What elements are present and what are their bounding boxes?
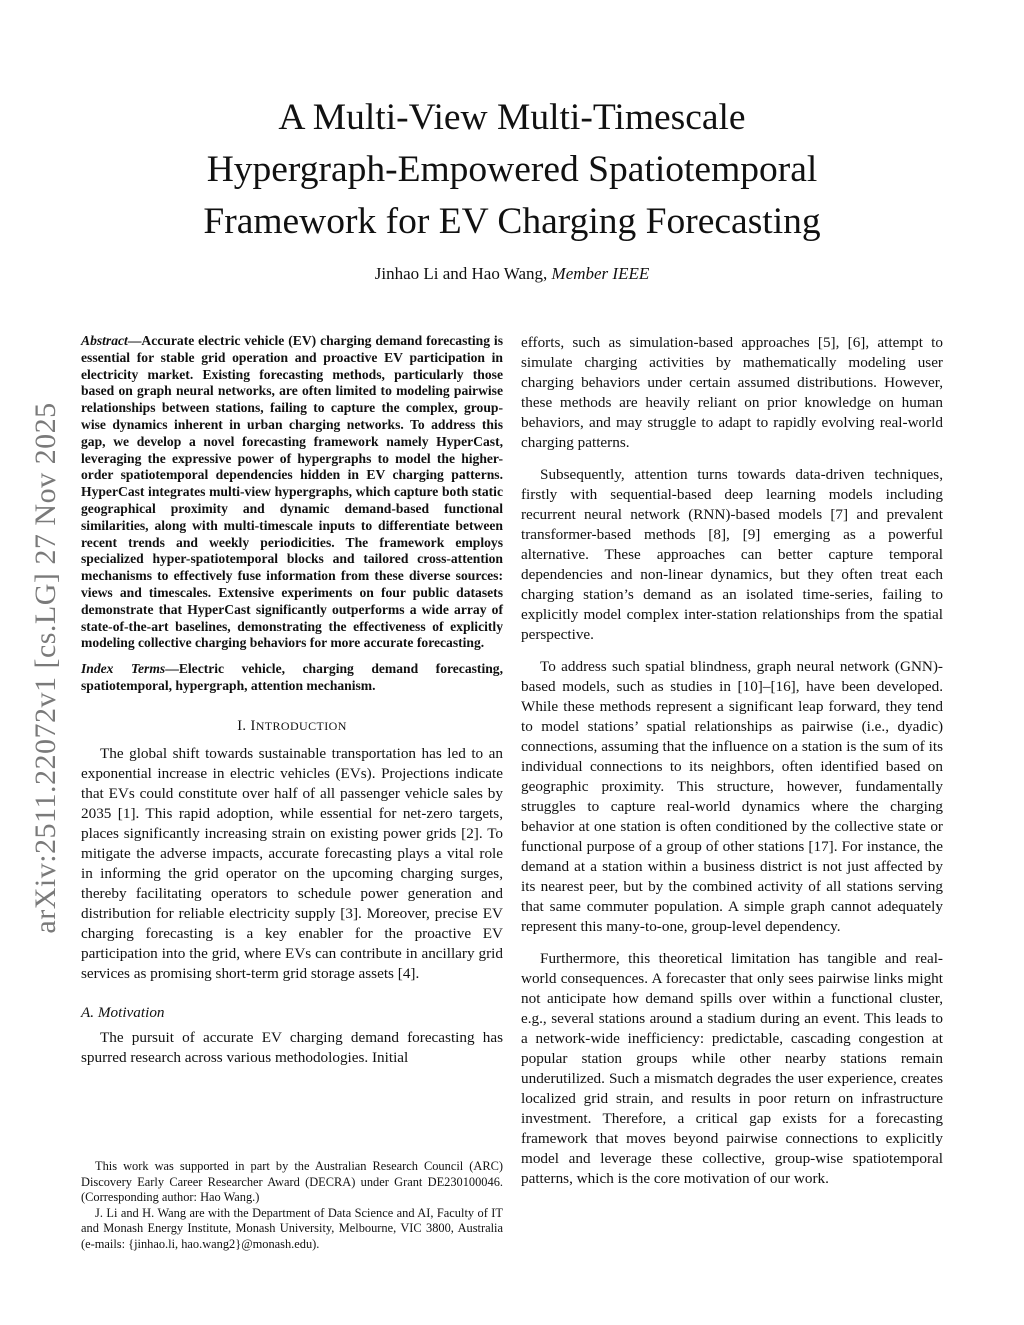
right-column: [521, 333, 943, 1189]
title-block: [110, 92, 914, 284]
title-line: Framework for EV Charging Forecasting: [203, 201, 821, 242]
subsection-heading-motivation: A. Motivation: [81, 1003, 165, 1021]
footnote-funding: This work was supported in part by the Australian Research Council (ARC) Discovery Early Career Researcher Award (DECRA) under Grant DE230100046. (Corresponding author: Hao Wang.): [81, 1159, 503, 1205]
author-names: Jinhao Li and Hao Wang,: [374, 264, 548, 283]
author-membership: Member IEEE: [551, 264, 650, 283]
intro-paragraph: The global shift towards sustainable transportation has led to an exponential increase in electric vehicles (EVs). Projections indicate that EVs could constitute over half of all passenger vehicle sales by 2035 [1]. This rapid adoption, while essential for net-zero targets, places significantly increasing strain on existing power grids [2]. To mitigate the adverse impacts, accurate forecasting plays a vital role in informing the grid operator on the upcoming charging surges, thereby facilitating operators to schedule power generation and distribution for reliable electricity supply [3]. Moreover, precise EV charging forecasting is a key enabler for the proactive EV participation into the grid, where EVs can contribute in ancillary grid services as promising short-term grid storage assets [4].: [81, 744, 503, 982]
left-column: [81, 333, 503, 1068]
index-terms: [81, 661, 503, 695]
abstract-label: Abstract: [81, 333, 128, 348]
paragraph-gnn: To address such spatial blindness, graph neural network (GNN)-based models, such as studies in [10]–[16], have been developed. While these methods represent a significant leap forward, they tend to model stations’ spatial relationships as pairwise (i.e., dyadic) connections, assuming that the influence on a station is the sum of its individual connections to its neighbors, often identified based on geographic proximity. This structure, however, fundamentally struggles to capture real-world dynamics where the charging behavior at one station is often conditioned by the collective state or functional purpose of a group of other stations [17]. For instance, the demand at a station within a business district is not just affected by its nearest peer, but by the combined activity of all stations serving that same commuter population. A simple graph cannot adequately represent this many-to-one, group-level dependency.: [521, 658, 943, 935]
author-line: [110, 264, 914, 284]
title-line: Hypergraph-Empowered Spatiotemporal: [206, 149, 818, 190]
paragraph-consequences: Furthermore, this theoretical limitation has tangible and real-world consequences. A forecaster that only sees pairwise links might not anticipate how demand spills over within a functional cluster, e.g., several stations around a stadium during an event. This leads to a network-wide inefficiency: predictable, cascading congestion at popular station groups while other nearby stations remain underutilized. Such a mismatch degrades the user experience, creates localized grid strain, and results in poor return on infrastructure investment. Therefore, a critical gap exists for a forecasting framework that moves beyond pairwise connections to explicitly model and leverage these collective, group-wise spatiotemporal patterns, which is the core motivation of our work.: [521, 950, 943, 1187]
footnotes: [81, 1159, 503, 1253]
abstract-text: —Accurate electric vehicle (EV) charging demand forecasting is essential for stable grid operation and proactive EV participation in electricity market. Existing forecasting methods, particularly those based on graph neural networks, are often limited to modeling pairwise relationships between stations, failing to capture the complex, group-wise dynamics inherent in urban charging networks. To address this gap, we develop a novel forecasting framework namely HyperCast, leveraging the expressive power of hypergraphs to model the higher-order spatiotemporal dependencies hidden in EV charging patterns. HyperCast integrates multi-view hypergraphs, which capture both static geographical proximity and dynamic demand-based functional similarities, along with multi-timescale inputs to differentiate between recent trends and weekly periodicities. The framework employs specialized hyper-spatiotemporal blocks and tailored cross-attention mechanisms to effectively fuse information from these diverse sources: views and timescales. Extensive experiments on four public datasets demonstrate that HyperCast significantly outperforms a wide array of state-of-the-art baselines, demonstrating the effectiveness of explicitly modeling collective charging behaviors for more accurate forecasting.: [81, 333, 503, 651]
motivation-paragraph: The pursuit of accurate EV charging demand forecasting has spurred research across various methodologies. Initial: [81, 1028, 503, 1066]
abstract: [81, 333, 503, 652]
paragraph-data-driven: Subsequently, attention turns towards data-driven techniques, firstly with sequential-based deep learning models including recurrent neural network (RNN)-based models [7] and prevalent transformer-based methods [8], [9] emerging as a powerful alternative. These approaches can better capture temporal dependencies and non-linear dynamics, but they often treat each charging station’s demand as an isolated time-series, failing to explicitly model complex inter-station relationships from the spatial perspective.: [521, 466, 943, 643]
section-heading-introduction: [81, 718, 503, 735]
title-line: A Multi-View Multi-Timescale: [278, 97, 746, 138]
section-title-initial: I: [250, 717, 256, 734]
section-title-rest: NTRODUCTION: [255, 718, 347, 733]
section-numeral: I.: [237, 717, 251, 734]
paper-title: [110, 92, 914, 248]
index-terms-label: Index Terms: [81, 661, 166, 677]
paragraph-continued: efforts, such as simulation-based approaches [5], [6], attempt to simulate charging activities by mathematically modeling user charging behaviors under certain assumed distributions. However, these methods are heavily reliant on prior knowledge on human behaviors, and may struggle to adapt to rapidly evolving real-world charging patterns.: [521, 334, 943, 451]
arxiv-identifier: arXiv:2511.22072v1 [cs.LG] 27 Nov 2025: [29, 402, 62, 934]
footnote-affiliation: J. Li and H. Wang are with the Department of Data Science and AI, Faculty of IT and Monash Energy Institute, Monash University, Melbourne, VIC 3800, Australia (e-mails: {jinhao.li, hao.wang2}@monash.edu).: [81, 1205, 503, 1251]
index-terms-text: —Electric vehicle, charging demand forecasting, spatiotemporal, hypergraph, attention mechanism.: [81, 661, 503, 693]
